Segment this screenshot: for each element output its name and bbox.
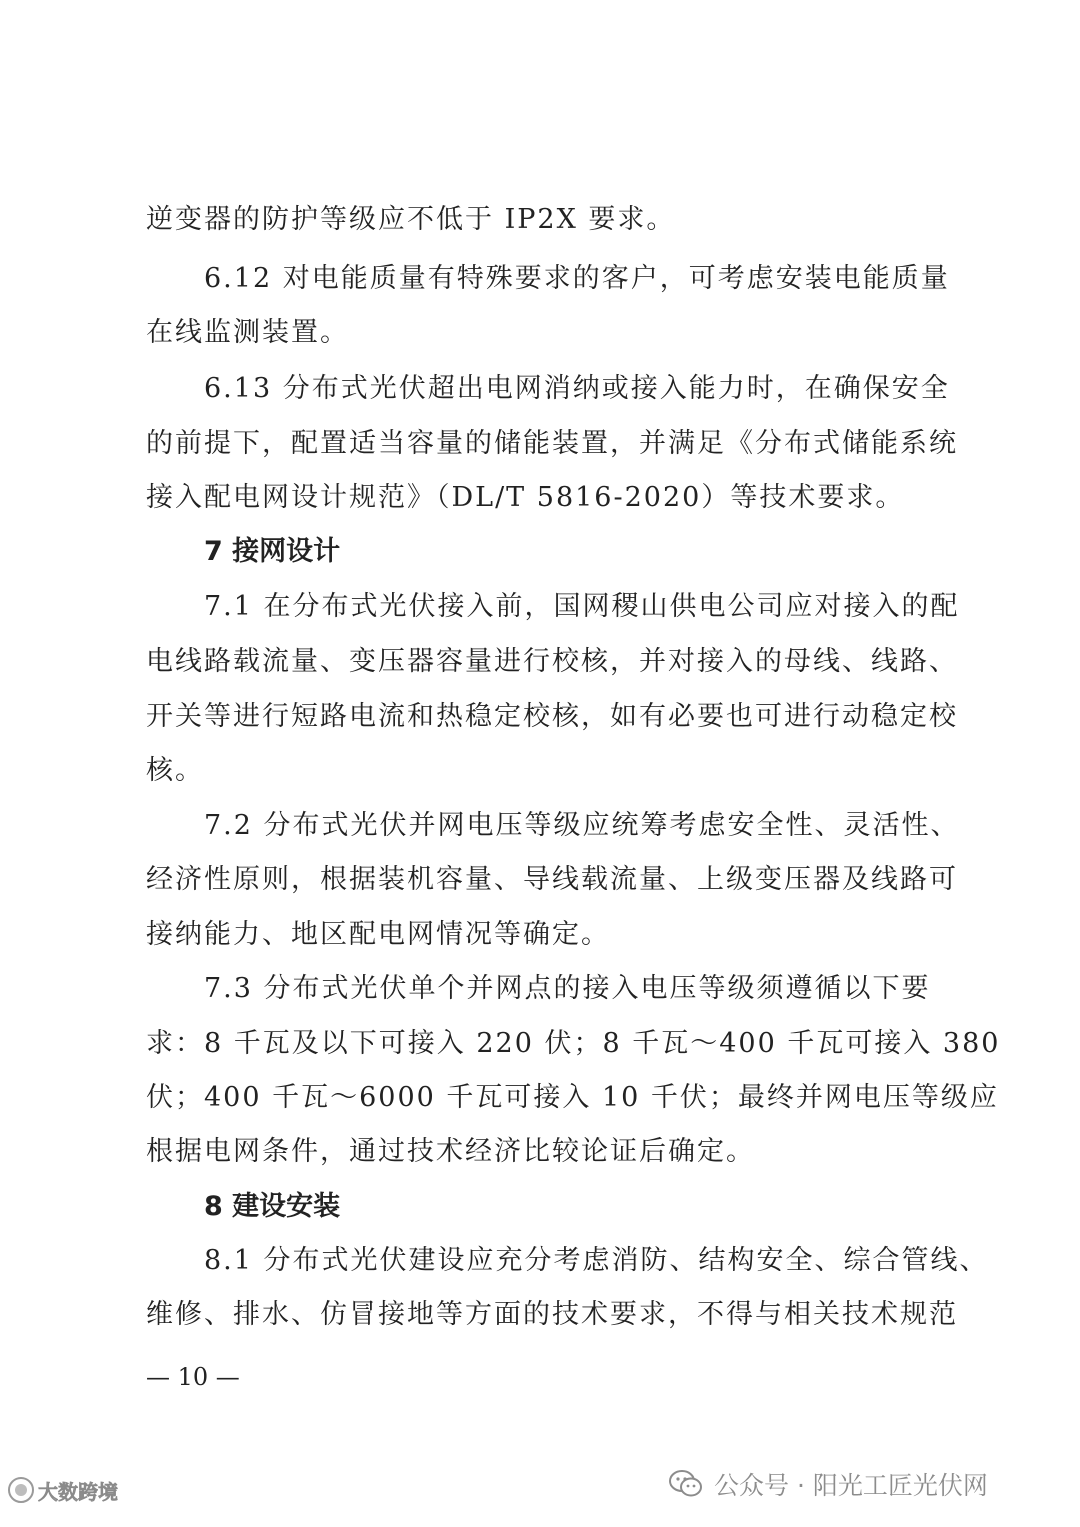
text-line: 根据电网条件，通过技术经济比较论证后确定。 [146,1136,755,1167]
text-line: 的前提下，配置适当容量的储能装置，并满足《分布式储能系统 [146,428,958,459]
watermark-right [668,1462,988,1506]
text-line: 8.1 分布式光伏建设应充分考虑消防、结构安全、综合管线、 [204,1245,989,1276]
wechat-icon [668,1469,704,1499]
text-line: 求：8 千瓦及以下可接入 220 伏；8 千瓦～400 千瓦可接入 380 [146,1028,1001,1059]
text-line: 6.13 分布式光伏超出电网消纳或接入能力时，在确保安全 [204,373,950,404]
text-line: 7.1 在分布式光伏接入前，国网稷山供电公司应对接入的配 [204,591,960,622]
text-line: 在线监测装置。 [146,317,349,348]
section-heading: 7 接网设计 [204,536,341,567]
text-line: 接入配电网设计规范》（DL/T 5816-2020）等技术要求。 [146,482,905,513]
text-line: 接纳能力、地区配电网情况等确定。 [146,919,610,950]
circle-logo-icon [8,1477,34,1503]
watermark-right-text: 公众号 · 阳光工匠光伏网 [714,1471,988,1500]
text-line: 开关等进行短路电流和热稳定校核，如有必要也可进行动稳定校 [146,701,958,732]
text-line: 逆变器的防护等级应不低于 IP2X 要求。 [146,204,676,235]
text-line: 经济性原则，根据装机容量、导线载流量、上级变压器及线路可 [146,864,958,895]
text-line: 伏；400 千瓦～6000 千瓦可接入 10 千伏；最终并网电压等级应 [146,1082,999,1113]
text-line: 6.12 对电能质量有特殊要求的客户，可考虑安装电能质量 [204,263,950,294]
text-line: 7.2 分布式光伏并网电压等级应统筹考虑安全性、灵活性、 [204,810,960,841]
watermark-left [8,1470,118,1510]
page-number: — 10 — [146,1363,240,1391]
section-heading: 8 建设安装 [204,1191,341,1222]
text-line: 核。 [146,755,204,786]
text-line: 7.3 分布式光伏单个并网点的接入电压等级须遵循以下要 [204,973,931,1004]
text-line: 电线路载流量、变压器容量进行校核，并对接入的母线、线路、 [146,646,958,677]
text-line: 维修、排水、仿冒接地等方面的技术要求，不得与相关技术规范 [146,1299,958,1330]
watermark-left-text: 大数跨境 [38,1479,118,1504]
